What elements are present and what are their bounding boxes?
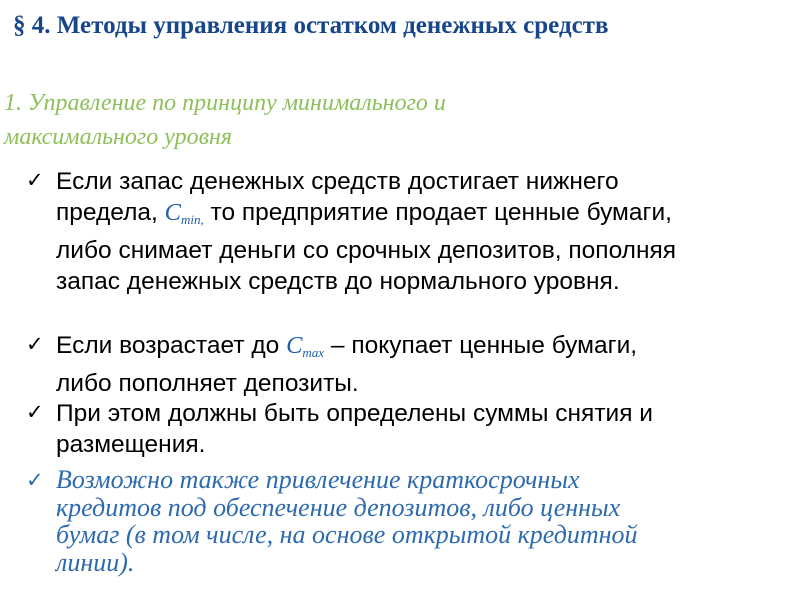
text-fragment: предела, [56,199,165,226]
bullet-item-max-level [26,330,786,399]
subtitle-line: 1. Управление по принципу минимального и [4,90,446,116]
checkmark-icon: ✓ [26,400,44,424]
bullet-line [56,330,786,368]
bullet-text [56,166,786,297]
bullet-text [56,330,786,399]
bullet-item-amounts [26,398,786,460]
bullet-line: кредитов под обеспечение депозитов, либо ценных [56,492,621,522]
text-fragment: – покупает ценные бумаги, [324,332,638,359]
bullet-item-min-level [26,166,786,297]
bullet-line [56,197,786,235]
bullet-item-credit [26,466,786,576]
variable-subscript: max [302,345,325,360]
checkmark-icon: ✓ [26,168,44,192]
bullet-line: Если запас денежных средств достигает нижнего [56,168,619,195]
bullet-line: При этом должны быть определены суммы снятия и [56,400,653,427]
bullet-line: либо снимает деньги со срочных депозитов, пополняя [56,237,677,264]
text-fragment: то предприятие продает ценные бумаги, [203,199,672,226]
variable-letter: C [286,332,303,359]
c-min-variable [165,199,204,226]
bullet-line: линии). [56,547,135,577]
bullet-line: либо пополняет депозиты. [56,370,359,397]
checkmark-icon: ✓ [26,468,44,492]
variable-letter: C [164,199,181,226]
text-fragment: Если возрастает до [56,332,287,359]
bullet-text [56,466,786,576]
slide-subtitle [4,86,446,154]
variable-subscript: min, [180,212,204,227]
subtitle-line: максимального уровня [4,124,233,150]
slide-title: § 4. Методы управления остатком денежных средств [13,12,609,39]
checkmark-icon: ✓ [26,332,44,356]
bullet-line: Возможно также привлечение краткосрочных [56,465,580,494]
bullet-text [56,398,786,460]
bullet-line: размещения. [56,431,206,458]
c-max-variable [286,332,324,359]
bullet-line: бумаг (в том числе, на основе открытой кредитной [56,520,638,549]
bullet-line: запас денежных средств до нормального уровня. [56,268,620,295]
